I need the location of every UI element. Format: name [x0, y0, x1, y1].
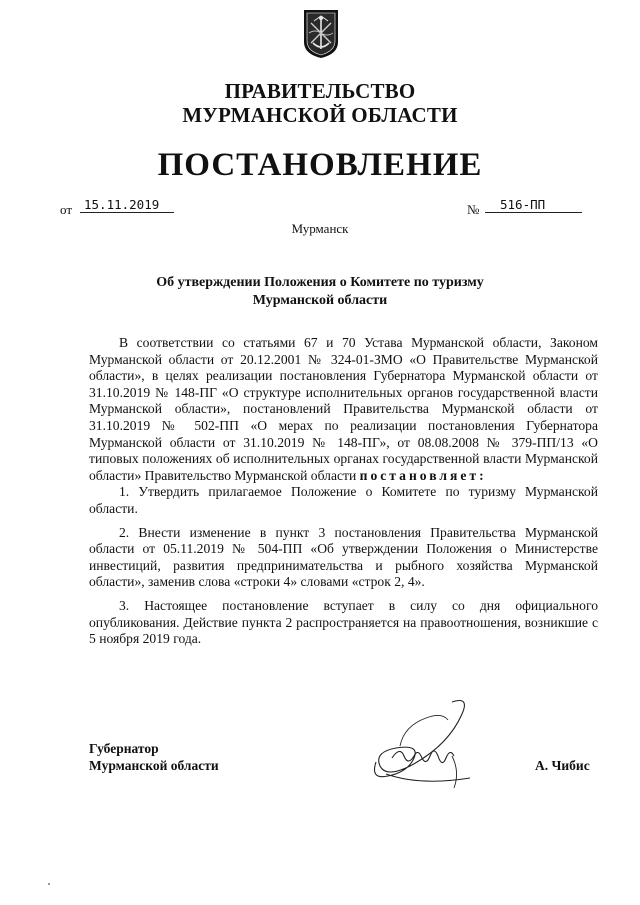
document-body — [89, 335, 598, 648]
decree-word: постановляет: — [359, 467, 487, 483]
scan-speck — [48, 883, 50, 885]
coat-of-arms-icon — [303, 9, 339, 59]
handwritten-signature — [330, 696, 480, 796]
item-1: 1. Утвердить прилагаемое Положение о Комитете по туризму Мурманской области. — [89, 484, 598, 516]
document-type-title: ПОСТАНОВЛЕНИЕ — [157, 147, 483, 183]
date-number-row — [60, 196, 582, 218]
city-name: Мурманск — [291, 221, 349, 236]
number-prefix: № — [467, 202, 480, 217]
document-date: 15.11.2019 — [84, 197, 160, 212]
subject-line1: Об утверждении Положения о Комитете по туризму — [156, 275, 484, 290]
item-2: 2. Внести изменение в пункт 3 постановления Правительства Мурманской области от 05.11.2019 № 504-ПП «Об утверждении Положения о Министерстве инвестиций, развития предпринимательства и рыбного хозяйства Мурманской области», заменив слова «строки 4» словами «строк 2, 4». — [89, 524, 598, 590]
government-title-line1: ПРАВИТЕЛЬСТВО — [224, 79, 416, 103]
preamble-paragraph — [89, 335, 598, 484]
signatory-name: А. Чибис — [535, 758, 590, 773]
government-title-line2: МУРМАНСКОЙ ОБЛАСТИ — [182, 103, 458, 127]
document-number: 516-ПП — [500, 197, 546, 212]
signatory-position — [89, 740, 219, 774]
document-subject — [0, 274, 640, 310]
position-line2: Мурманской области — [89, 758, 219, 773]
position-line1: Губернатор — [89, 741, 159, 756]
preamble-text: В соответствии со статьями 67 и 70 Устава Мурманской области, Законом Мурманской области от 20.12.2001 № 324-01-ЗМО «О Правительстве Мурманской области», в целях реализации постановления Губернатора Мурманской области от 31.10.2019 № 148-ПГ «О структуре исполнительных органов государственной власти Мурманской области», постановлений Правительства Мурманской области от 31.10.2019 № 502-ПП «О мерах по реализации постановления Губернатора Мурманской области от 31.10.2019 № 148-ПГ», от 08.08.2008 № 379-ПП/13 «О типовых положениях об исполнительных органах государственной власти Мурманской области» Правительство Мурманской области — [89, 335, 598, 483]
subject-line2: Мурманской области — [252, 293, 388, 308]
item-3: 3. Настоящее постановление вступает в силу со дня официального опубликования. Действие пункта 2 распространяется на правоотношения, возникшие с 5 ноября 2019 года. — [89, 597, 598, 647]
date-underline — [80, 212, 174, 213]
number-underline — [485, 212, 582, 213]
date-prefix: от — [60, 202, 73, 217]
